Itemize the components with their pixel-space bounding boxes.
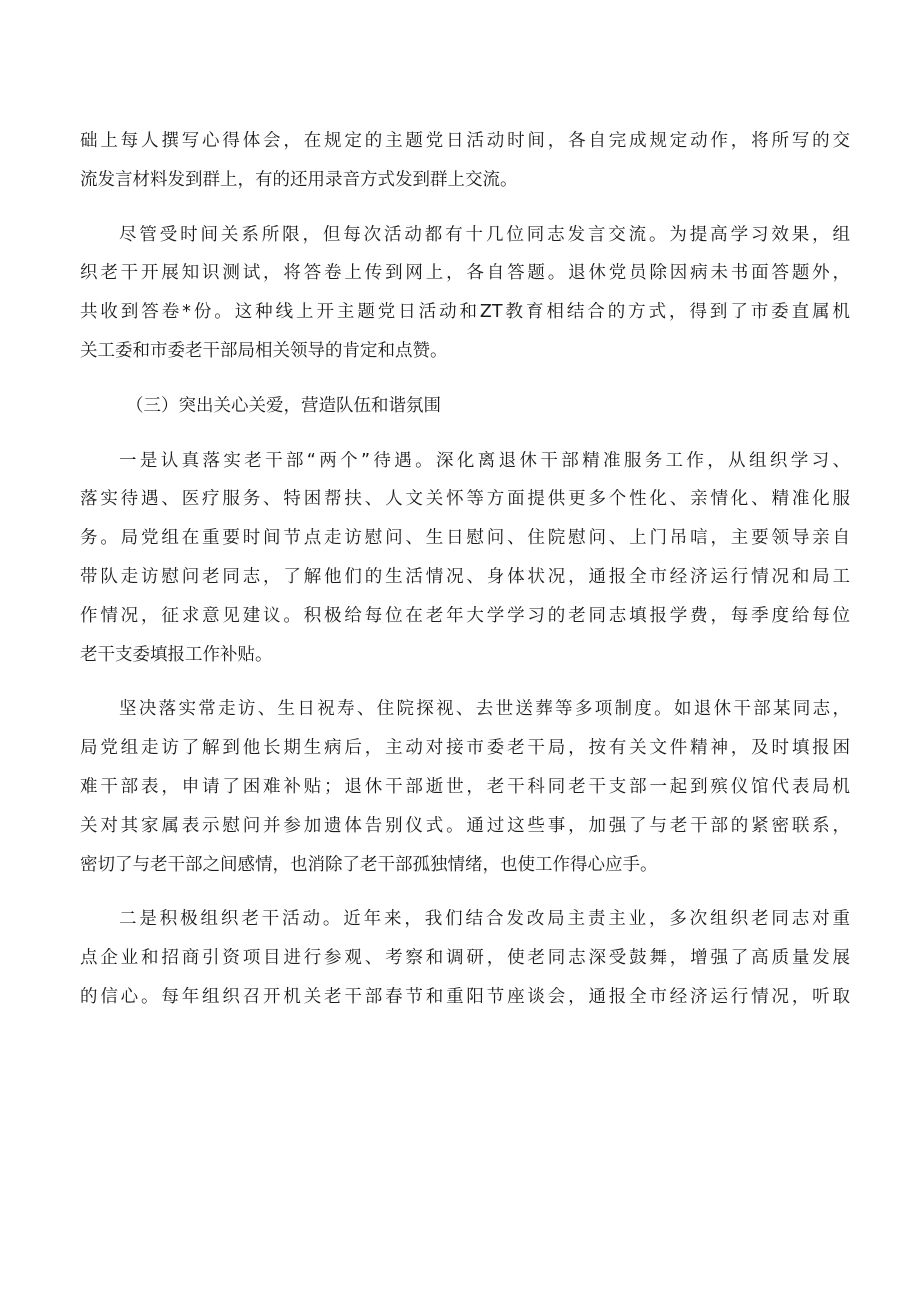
text-line: 带队走访慰问老同志，了解他们的生活情况、身体状况，通报全市经济运行情况和局工 xyxy=(80,566,850,587)
text-line: 的信心。每年组织召开机关老干部春节和重阳节座谈会，通报全市经济运行情况，听取 xyxy=(80,986,850,1007)
paragraph xyxy=(80,900,850,1016)
text-line: 密切了与老干部之间感情，也消除了老干部孤独情绪，也使工作得心应手。 xyxy=(80,854,658,875)
document-body xyxy=(80,122,850,1017)
text-line: 一是认真落实老干部“两个”待遇。深化离退休干部精准服务工作，从组织学习、 xyxy=(119,450,850,471)
text-line: 点企业和招商引资项目进行参观、考察和调研，使老同志深受鼓舞，增强了高质量发展 xyxy=(80,948,850,969)
text-line: 作情况，征求意见建议。积极给每位在老年大学学习的老同志填报学费，每季度给每位 xyxy=(80,605,850,626)
text-line: 落实待遇、医疗服务、特困帮扶、人文关怀等方面提供更多个性化、亲情化、精准化服 xyxy=(80,489,850,510)
text-line: 二是积极组织老干活动。近年来，我们结合发改局主责主业，多次组织老同志对重 xyxy=(119,909,850,930)
text-line: 难干部表，申请了困难补贴；退休干部逝世，老干科同老干支部一起到殡仪馆代表局机 xyxy=(80,776,850,797)
text-line: 尽管受时间关系所限，但每次活动都有十几位同志发言交流。为提高学习效果，组 xyxy=(119,224,850,245)
text-line: 关工委和市委老干部局相关领导的肯定和点赞。 xyxy=(80,340,448,361)
paragraph xyxy=(80,216,850,371)
paragraph xyxy=(80,442,850,675)
section-heading xyxy=(80,387,850,426)
text-line: 共收到答卷*份。这种线上开主题党日活动和ZT教育相结合的方式，得到了市委直属机 xyxy=(80,302,850,323)
text-line: 础上每人撰写心得体会，在规定的主题党日活动时间，各自完成规定动作，将所写的交 xyxy=(80,131,850,151)
text-line: 流发言材料发到群上，有的还用录音方式发到群上交流。 xyxy=(80,169,518,190)
text-line: 坚决落实常走访、生日祝寿、住院探视、去世送葬等多项制度。如退休干部某同志， xyxy=(119,699,850,720)
paragraph xyxy=(80,690,850,884)
text-line: 老干支委填报工作补贴。 xyxy=(80,644,273,665)
text-line: 关对其家属表示慰问并参加遗体告别仪式。通过这些事，加强了与老干部的紧密联系， xyxy=(80,815,850,836)
text-line: 织老干开展知识测试，将答卷上传到网上，各自答题。退休党员除因病未书面答题外， xyxy=(80,263,850,284)
paragraph xyxy=(80,122,850,200)
heading-text: （三）突出关心关爱，营造队伍和谐氛围 xyxy=(126,395,441,416)
text-line: 局党组走访了解到他长期生病后，主动对接市委老干局，按有关文件精神，及时填报困 xyxy=(80,738,850,759)
text-line: 务。局党组在重要时间节点走访慰问、生日慰问、住院慰问、上门吊唁，主要领导亲自 xyxy=(80,528,850,549)
